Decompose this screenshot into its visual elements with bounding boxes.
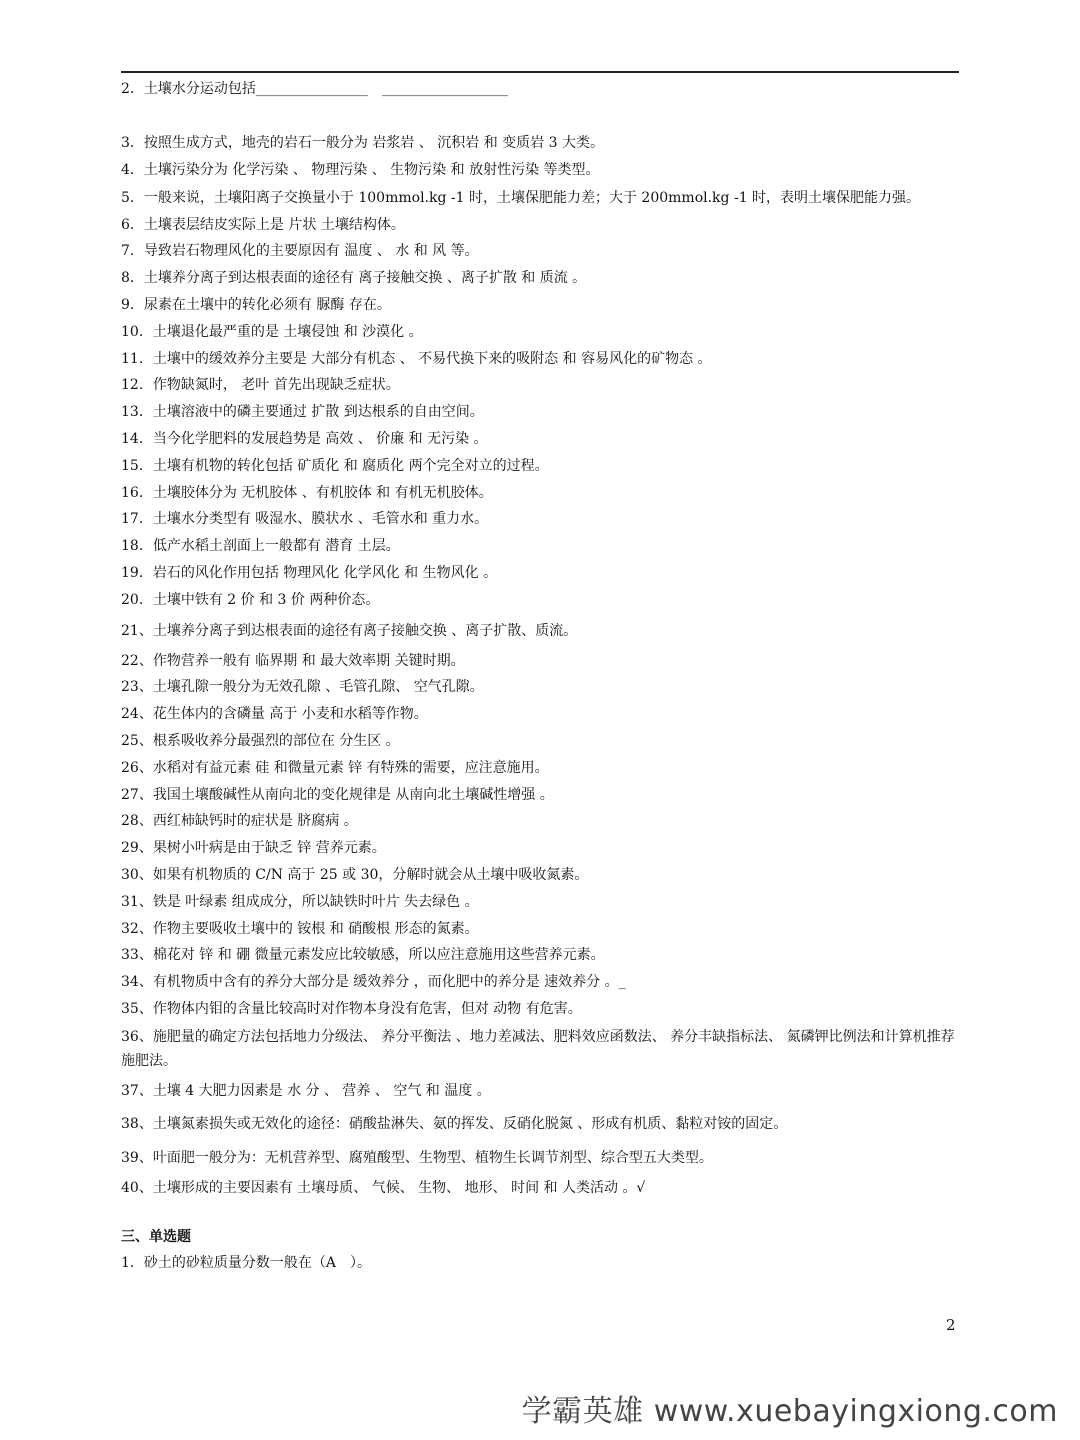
question-item: 2．土壤水分运动包括________________ __________________ (121, 81, 508, 97)
question-item: 31、铁是 叶绿素 组成成分，所以缺铁时叶片 失去绿色 。 (121, 893, 479, 910)
question-item: 6．土壤表层结皮实际上是 片状 土壤结构体。 (121, 216, 405, 233)
question-item: 35、作物体内钼的含量比较高时对作物本身没有危害，但对 动物 有危害。 (121, 1000, 582, 1017)
section-title: 三、单选题 (121, 1228, 191, 1245)
question-item: 33、棉花对 锌 和 硼 微量元素发应比较敏感，所以应注意施用这些营养元素。 (121, 947, 605, 964)
question-item: 23、土壤孔隙一般分为无效孔隙 、毛管孔隙、 空气孔隙。 (121, 679, 484, 696)
question-item: 25、根系吸收养分最强烈的部位在 分生区 。 (121, 732, 400, 749)
question-item: 24、花生体内的含磷量 高于 小麦和水稻等作物。 (121, 706, 428, 723)
question-item: 34、有机物质中含有的养分大部分是 缓效养分 ，而化肥中的养分是 速效养分 。_ (121, 974, 626, 991)
question-item: 8．土壤养分离子到达根表面的途径有 离子接触交换 、离子扩散 和 质流 。 (121, 270, 587, 287)
question-item: 26、水稻对有益元素 硅 和微量元素 锌 有特殊的需要，应注意施用。 (121, 759, 549, 776)
question-item: 36、施肥量的确定方法包括地力分级法、 养分平衡法 、地力差减法、肥料效应函数法、 养分丰缺指标法、 氮磷钾比例法和计算机推荐施肥法。 (121, 1028, 955, 1069)
question-item: 15．土壤有机物的转化包括 矿质化 和 腐质化 两个完全对立的过程。 (121, 457, 549, 474)
question-item: 13．土壤溶液中的磷主要通过 扩散 到达根系的自由空间。 (121, 404, 484, 421)
question-item: 27、我国土壤酸碱性从南向北的变化规律是 从南向北土壤碱性增强 。 (121, 786, 554, 803)
question-item: 20．土壤中铁有 2 价 和 3 价 两种价态。 (121, 591, 380, 608)
question-item: 39、叶面肥一般分为：无机营养型、腐殖酸型、生物型、植物生长调节剂型、综合型五大类型。 (121, 1149, 713, 1166)
spacer (121, 114, 961, 130)
question-item: 17．土壤水分类型有 吸湿水、膜状水 、毛管水和 重力水。 (121, 511, 489, 528)
question-item: 11．土壤中的缓效养分主要是 大部分有机态 、 不易代换下来的吸附态 和 容易风化的矿物态 。 (121, 350, 712, 367)
question-item: 4．土壤污染分为 化学污染 、 物理污染 、 生物污染 和 放射性污染 等类型。 (121, 161, 600, 178)
question-item: 30、如果有机物质的 C/N 高于 25 或 30，分解时就会从土壤中吸收氮素。 (121, 866, 589, 883)
page-number: 2 (946, 1316, 956, 1334)
question-item: 21、土壤养分离子到达根表面的途径有离子接触交换 、离子扩散、质流。 (121, 622, 578, 639)
question-item: 5．一般来说，土壤阳离子交换量小于 100mmol.kg -1 时，土壤保肥能力差；大于 200mmol.kg -1 时，表明土壤保肥能力强。 (121, 189, 921, 206)
mc-question: 1．砂土的砂粒质量分数一般在（A ）。 (121, 1254, 372, 1271)
question-item: 28、西红柿缺钙时的症状是 脐腐病 。 (121, 813, 358, 830)
site-watermark: 学霸英雄 www.xuebayingxiong.com (521, 1394, 1058, 1429)
question-item: 32、作物主要吸收土壤中的 铵根 和 硝酸根 形态的氮素。 (121, 920, 479, 937)
fill-in-blank-list (121, 76, 961, 1276)
question-item: 37、土壤 4 大肥力因素是 水 分 、 营养 、 空气 和 温度 。 (121, 1082, 491, 1099)
question-item: 40、土壤形成的主要因素有 土壤母质、 气候、 生物、 地形、 时间 和 人类活动 。√ (121, 1179, 646, 1196)
question-item: 19．岩石的风化作用包括 物理风化 化学风化 和 生物风化 。 (121, 564, 498, 581)
question-item: 16．土壤胶体分为 无机胶体 、有机胶体 和 有机无机胶体。 (121, 484, 493, 501)
question-item: 7．导致岩石物理风化的主要原因有 温度 、 水 和 风 等。 (121, 243, 479, 260)
question-item: 38、土壤氮素损失或无效化的途径：硝酸盐淋失、氨的挥发、反硝化脱氮 、形成有机质、黏粒对铵的固定。 (121, 1115, 788, 1132)
question-item: 14．当今化学肥料的发展趋势是 高效 、 价廉 和 无污染 。 (121, 430, 488, 447)
question-item: 29、果树小叶病是由于缺乏 锌 营养元素。 (121, 840, 386, 857)
question-item: 18．低产水稻土剖面上一般都有 潜育 土层。 (121, 538, 400, 555)
question-item: 9．尿素在土壤中的转化必须有 脲酶 存在。 (121, 296, 391, 313)
question-item: 22、作物营养一般有 临界期 和 最大效率期 关键时期。 (121, 652, 465, 669)
question-item: 10．土壤退化最严重的是 土壤侵蚀 和 沙漠化 。 (121, 323, 423, 340)
question-item: 3．按照生成方式，地壳的岩石一般分为 岩浆岩 、 沉积岩 和 变质岩 3 大类。 (121, 135, 604, 151)
question-item: 12．作物缺氮时， 老叶 首先出现缺乏症状。 (121, 377, 400, 394)
header-rule (121, 71, 959, 73)
